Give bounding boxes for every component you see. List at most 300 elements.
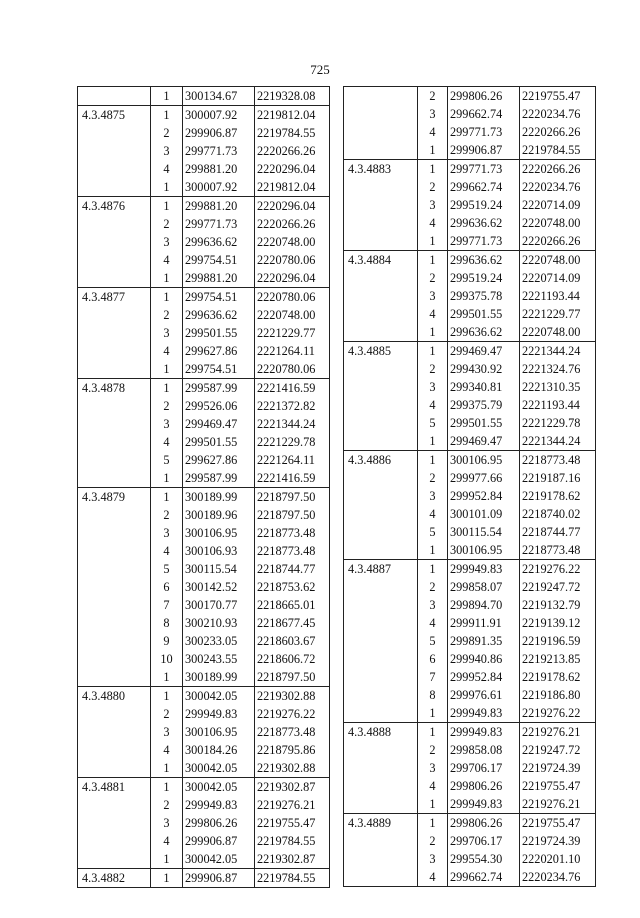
table-row bbox=[344, 523, 596, 541]
point-cell: 2 bbox=[151, 124, 183, 142]
y-coordinate-cell: 2220266.26 bbox=[520, 160, 596, 179]
section-cell bbox=[78, 524, 151, 542]
y-coordinate-cell: 2219213.85 bbox=[520, 650, 596, 668]
y-coordinate-cell: 2219755.47 bbox=[520, 87, 596, 106]
table-row bbox=[344, 305, 596, 323]
y-coordinate-cell: 2220748.00 bbox=[520, 214, 596, 232]
table-row bbox=[78, 632, 330, 650]
y-coordinate-cell: 2218773.48 bbox=[520, 451, 596, 470]
x-coordinate-cell: 300007.92 bbox=[183, 106, 255, 125]
point-cell: 4 bbox=[151, 160, 183, 178]
x-coordinate-cell: 299911.91 bbox=[448, 614, 520, 632]
x-coordinate-cell: 299881.20 bbox=[183, 160, 255, 178]
table-row bbox=[344, 832, 596, 850]
table-row bbox=[344, 614, 596, 632]
section-cell bbox=[344, 578, 418, 596]
x-coordinate-cell: 299806.26 bbox=[448, 814, 520, 833]
point-cell: 1 bbox=[418, 704, 448, 723]
point-cell: 4 bbox=[418, 505, 448, 523]
section-cell bbox=[344, 741, 418, 759]
point-cell: 2 bbox=[418, 178, 448, 196]
section-cell bbox=[344, 214, 418, 232]
point-cell: 1 bbox=[151, 87, 183, 106]
section-cell bbox=[344, 196, 418, 214]
y-coordinate-cell: 2221344.24 bbox=[255, 415, 330, 433]
x-coordinate-cell: 299519.24 bbox=[448, 196, 520, 214]
table-row bbox=[344, 868, 596, 887]
y-coordinate-cell: 2221229.77 bbox=[520, 305, 596, 323]
section-cell bbox=[78, 506, 151, 524]
y-coordinate-cell: 2220234.76 bbox=[520, 105, 596, 123]
y-coordinate-cell: 2220201.10 bbox=[520, 850, 596, 868]
table-row bbox=[344, 160, 596, 179]
point-cell: 1 bbox=[151, 379, 183, 398]
y-coordinate-cell: 2220234.76 bbox=[520, 868, 596, 887]
x-coordinate-cell: 299375.78 bbox=[448, 287, 520, 305]
x-coordinate-cell: 299949.83 bbox=[448, 704, 520, 723]
point-cell: 1 bbox=[418, 342, 448, 361]
x-coordinate-cell: 299636.62 bbox=[448, 323, 520, 342]
section-cell bbox=[344, 596, 418, 614]
y-coordinate-cell: 2219302.87 bbox=[255, 778, 330, 797]
point-cell: 7 bbox=[418, 668, 448, 686]
section-cell bbox=[78, 397, 151, 415]
y-coordinate-cell: 2219784.55 bbox=[255, 869, 330, 888]
section-cell bbox=[78, 614, 151, 632]
section-cell bbox=[78, 124, 151, 142]
point-cell: 2 bbox=[151, 796, 183, 814]
section-cell: 4.3.4884 bbox=[344, 251, 418, 270]
table-row bbox=[344, 704, 596, 723]
section-cell bbox=[78, 850, 151, 869]
y-coordinate-cell: 2221193.44 bbox=[520, 287, 596, 305]
section-cell bbox=[78, 324, 151, 342]
table-row bbox=[78, 687, 330, 706]
x-coordinate-cell: 299706.17 bbox=[448, 759, 520, 777]
y-coordinate-cell: 2219302.87 bbox=[255, 850, 330, 869]
x-coordinate-cell: 300106.95 bbox=[183, 524, 255, 542]
y-coordinate-cell: 2219186.80 bbox=[520, 686, 596, 704]
section-cell bbox=[78, 705, 151, 723]
x-coordinate-cell: 300115.54 bbox=[448, 523, 520, 541]
section-cell bbox=[344, 269, 418, 287]
table-row bbox=[344, 650, 596, 668]
y-coordinate-cell: 2220714.09 bbox=[520, 196, 596, 214]
y-coordinate-cell: 2220748.00 bbox=[255, 233, 330, 251]
y-coordinate-cell: 2218740.02 bbox=[520, 505, 596, 523]
x-coordinate-cell: 300007.92 bbox=[183, 178, 255, 197]
table-row bbox=[78, 197, 330, 216]
section-cell bbox=[344, 232, 418, 251]
x-coordinate-cell: 299754.51 bbox=[183, 360, 255, 379]
table-row bbox=[78, 650, 330, 668]
section-cell bbox=[78, 306, 151, 324]
table-row bbox=[78, 506, 330, 524]
table-row bbox=[344, 814, 596, 833]
section-cell bbox=[78, 814, 151, 832]
section-cell bbox=[344, 704, 418, 723]
x-coordinate-cell: 300106.95 bbox=[448, 541, 520, 560]
x-coordinate-cell: 299587.99 bbox=[183, 379, 255, 398]
section-cell bbox=[78, 433, 151, 451]
point-cell: 7 bbox=[151, 596, 183, 614]
table-row bbox=[78, 814, 330, 832]
section-cell bbox=[344, 614, 418, 632]
section-cell bbox=[344, 432, 418, 451]
y-coordinate-cell: 2219812.04 bbox=[255, 178, 330, 197]
point-cell: 3 bbox=[151, 324, 183, 342]
section-cell: 4.3.4883 bbox=[344, 160, 418, 179]
y-coordinate-cell: 2220748.00 bbox=[520, 251, 596, 270]
x-coordinate-cell: 299706.17 bbox=[448, 832, 520, 850]
x-coordinate-cell: 299501.55 bbox=[448, 305, 520, 323]
section-cell: 4.3.4889 bbox=[344, 814, 418, 833]
table-row bbox=[78, 796, 330, 814]
y-coordinate-cell: 2218773.48 bbox=[255, 723, 330, 741]
x-coordinate-cell: 299526.06 bbox=[183, 397, 255, 415]
x-coordinate-cell: 299340.81 bbox=[448, 378, 520, 396]
x-coordinate-cell: 299891.35 bbox=[448, 632, 520, 650]
table-row bbox=[78, 415, 330, 433]
x-coordinate-cell: 299906.87 bbox=[183, 869, 255, 888]
table-row bbox=[78, 832, 330, 850]
table-row bbox=[344, 342, 596, 361]
y-coordinate-cell: 2219302.88 bbox=[255, 687, 330, 706]
table-row bbox=[78, 178, 330, 197]
y-coordinate-cell: 2221264.11 bbox=[255, 342, 330, 360]
x-coordinate-cell: 300106.93 bbox=[183, 542, 255, 560]
y-coordinate-cell: 2221416.59 bbox=[255, 469, 330, 488]
section-cell bbox=[78, 342, 151, 360]
x-coordinate-cell: 299501.55 bbox=[183, 433, 255, 451]
y-coordinate-cell: 2219276.22 bbox=[520, 560, 596, 579]
point-cell: 5 bbox=[418, 414, 448, 432]
section-cell bbox=[344, 505, 418, 523]
x-coordinate-cell: 299554.30 bbox=[448, 850, 520, 868]
x-coordinate-cell: 299636.62 bbox=[183, 306, 255, 324]
section-cell bbox=[78, 415, 151, 433]
section-cell bbox=[344, 87, 418, 106]
point-cell: 3 bbox=[151, 142, 183, 160]
section-cell: 4.3.4877 bbox=[78, 288, 151, 307]
point-cell: 1 bbox=[151, 668, 183, 687]
table-row bbox=[344, 269, 596, 287]
x-coordinate-cell: 299806.26 bbox=[448, 777, 520, 795]
y-coordinate-cell: 2219784.55 bbox=[255, 124, 330, 142]
table-row bbox=[344, 451, 596, 470]
point-cell: 2 bbox=[418, 741, 448, 759]
table-row bbox=[344, 560, 596, 579]
y-coordinate-cell: 2218797.50 bbox=[255, 506, 330, 524]
section-cell bbox=[78, 251, 151, 269]
point-cell: 2 bbox=[418, 269, 448, 287]
y-coordinate-cell: 2220266.26 bbox=[255, 215, 330, 233]
x-coordinate-cell: 300189.99 bbox=[183, 488, 255, 507]
y-coordinate-cell: 2219784.55 bbox=[520, 141, 596, 160]
section-cell bbox=[78, 796, 151, 814]
table-row bbox=[344, 214, 596, 232]
y-coordinate-cell: 2218744.77 bbox=[255, 560, 330, 578]
section-cell bbox=[78, 578, 151, 596]
point-cell: 5 bbox=[151, 451, 183, 469]
section-cell: 4.3.4882 bbox=[78, 869, 151, 888]
y-coordinate-cell: 2218606.72 bbox=[255, 650, 330, 668]
table-row bbox=[344, 777, 596, 795]
point-cell: 3 bbox=[151, 233, 183, 251]
section-cell bbox=[78, 542, 151, 560]
section-cell bbox=[78, 215, 151, 233]
y-coordinate-cell: 2221193.44 bbox=[520, 396, 596, 414]
table-row bbox=[344, 141, 596, 160]
section-cell bbox=[344, 632, 418, 650]
point-cell: 1 bbox=[418, 251, 448, 270]
section-cell bbox=[78, 87, 151, 106]
y-coordinate-cell: 2219755.47 bbox=[255, 814, 330, 832]
x-coordinate-cell: 299771.73 bbox=[448, 232, 520, 251]
table-row bbox=[78, 251, 330, 269]
section-cell: 4.3.4875 bbox=[78, 106, 151, 125]
section-cell bbox=[344, 650, 418, 668]
point-cell: 1 bbox=[151, 178, 183, 197]
table-row bbox=[344, 414, 596, 432]
point-cell: 4 bbox=[418, 214, 448, 232]
point-cell: 8 bbox=[418, 686, 448, 704]
y-coordinate-cell: 2221229.78 bbox=[255, 433, 330, 451]
point-cell: 6 bbox=[418, 650, 448, 668]
section-cell bbox=[344, 360, 418, 378]
table-row bbox=[344, 487, 596, 505]
point-cell: 2 bbox=[151, 397, 183, 415]
y-coordinate-cell: 2219178.62 bbox=[520, 668, 596, 686]
point-cell: 1 bbox=[418, 323, 448, 342]
section-cell bbox=[78, 650, 151, 668]
x-coordinate-cell: 299469.47 bbox=[448, 432, 520, 451]
x-coordinate-cell: 300233.05 bbox=[183, 632, 255, 650]
point-cell: 1 bbox=[151, 778, 183, 797]
section-cell bbox=[344, 795, 418, 814]
x-coordinate-cell: 300170.77 bbox=[183, 596, 255, 614]
x-coordinate-cell: 299587.99 bbox=[183, 469, 255, 488]
section-cell bbox=[78, 469, 151, 488]
y-coordinate-cell: 2219187.16 bbox=[520, 469, 596, 487]
point-cell: 3 bbox=[418, 105, 448, 123]
table-row bbox=[344, 596, 596, 614]
x-coordinate-cell: 300210.93 bbox=[183, 614, 255, 632]
table-row bbox=[78, 269, 330, 288]
x-coordinate-cell: 299952.84 bbox=[448, 668, 520, 686]
point-cell: 1 bbox=[418, 160, 448, 179]
x-coordinate-cell: 299375.79 bbox=[448, 396, 520, 414]
x-coordinate-cell: 300101.09 bbox=[448, 505, 520, 523]
section-cell bbox=[344, 668, 418, 686]
section-cell bbox=[78, 723, 151, 741]
point-cell: 4 bbox=[151, 251, 183, 269]
x-coordinate-cell: 299977.66 bbox=[448, 469, 520, 487]
table-row bbox=[344, 469, 596, 487]
table-row bbox=[78, 215, 330, 233]
x-coordinate-cell: 299771.73 bbox=[448, 123, 520, 141]
y-coordinate-cell: 2218753.62 bbox=[255, 578, 330, 596]
x-coordinate-cell: 299976.61 bbox=[448, 686, 520, 704]
y-coordinate-cell: 2220780.06 bbox=[255, 360, 330, 379]
y-coordinate-cell: 2221310.35 bbox=[520, 378, 596, 396]
y-coordinate-cell: 2220714.09 bbox=[520, 269, 596, 287]
table-row bbox=[344, 360, 596, 378]
section-cell bbox=[344, 178, 418, 196]
point-cell: 1 bbox=[151, 197, 183, 216]
section-cell: 4.3.4888 bbox=[344, 723, 418, 742]
table-row bbox=[78, 87, 330, 106]
table-row bbox=[78, 542, 330, 560]
table-row bbox=[78, 433, 330, 451]
section-cell: 4.3.4885 bbox=[344, 342, 418, 361]
point-cell: 1 bbox=[418, 141, 448, 160]
section-cell bbox=[78, 160, 151, 178]
section-cell bbox=[78, 832, 151, 850]
table-row bbox=[344, 759, 596, 777]
table-row bbox=[78, 596, 330, 614]
table-row bbox=[78, 306, 330, 324]
table-row bbox=[78, 723, 330, 741]
y-coordinate-cell: 2219276.21 bbox=[520, 795, 596, 814]
table-row bbox=[344, 723, 596, 742]
section-cell bbox=[78, 142, 151, 160]
y-coordinate-cell: 2220780.06 bbox=[255, 288, 330, 307]
table-row bbox=[344, 87, 596, 106]
point-cell: 2 bbox=[418, 469, 448, 487]
x-coordinate-cell: 299662.74 bbox=[448, 868, 520, 887]
point-cell: 10 bbox=[151, 650, 183, 668]
point-cell: 3 bbox=[151, 723, 183, 741]
table-row bbox=[78, 233, 330, 251]
point-cell: 3 bbox=[418, 759, 448, 777]
x-coordinate-cell: 299906.87 bbox=[448, 141, 520, 160]
point-cell: 2 bbox=[418, 87, 448, 106]
table-row bbox=[78, 488, 330, 507]
x-coordinate-cell: 299771.73 bbox=[448, 160, 520, 179]
x-coordinate-cell: 299662.74 bbox=[448, 105, 520, 123]
point-cell: 5 bbox=[418, 632, 448, 650]
section-cell bbox=[78, 596, 151, 614]
point-cell: 6 bbox=[151, 578, 183, 596]
y-coordinate-cell: 2220748.00 bbox=[255, 306, 330, 324]
y-coordinate-cell: 2219724.39 bbox=[520, 832, 596, 850]
x-coordinate-cell: 299949.83 bbox=[448, 795, 520, 814]
section-cell bbox=[78, 451, 151, 469]
point-cell: 3 bbox=[151, 814, 183, 832]
section-cell: 4.3.4879 bbox=[78, 488, 151, 507]
section-cell bbox=[344, 759, 418, 777]
y-coordinate-cell: 2219276.21 bbox=[520, 723, 596, 742]
point-cell: 3 bbox=[418, 850, 448, 868]
x-coordinate-cell: 300042.05 bbox=[183, 687, 255, 706]
table-row bbox=[78, 342, 330, 360]
point-cell: 1 bbox=[418, 814, 448, 833]
y-coordinate-cell: 2219247.72 bbox=[520, 741, 596, 759]
section-cell bbox=[344, 123, 418, 141]
table-row bbox=[344, 287, 596, 305]
table-row bbox=[78, 524, 330, 542]
table-row bbox=[78, 124, 330, 142]
section-cell bbox=[78, 233, 151, 251]
section-cell bbox=[344, 378, 418, 396]
point-cell: 9 bbox=[151, 632, 183, 650]
section-cell bbox=[344, 469, 418, 487]
x-coordinate-cell: 299627.86 bbox=[183, 451, 255, 469]
point-cell: 1 bbox=[151, 869, 183, 888]
x-coordinate-cell: 300184.26 bbox=[183, 741, 255, 759]
table-row bbox=[344, 686, 596, 704]
x-coordinate-cell: 299906.87 bbox=[183, 832, 255, 850]
section-cell bbox=[78, 741, 151, 759]
y-coordinate-cell: 2221229.78 bbox=[520, 414, 596, 432]
section-cell bbox=[344, 541, 418, 560]
point-cell: 3 bbox=[418, 287, 448, 305]
x-coordinate-cell: 299501.55 bbox=[448, 414, 520, 432]
table-row bbox=[78, 142, 330, 160]
x-coordinate-cell: 300189.96 bbox=[183, 506, 255, 524]
section-cell bbox=[78, 759, 151, 778]
point-cell: 2 bbox=[418, 360, 448, 378]
point-cell: 1 bbox=[151, 469, 183, 488]
point-cell: 4 bbox=[418, 305, 448, 323]
point-cell: 1 bbox=[418, 795, 448, 814]
section-cell bbox=[344, 414, 418, 432]
table-row bbox=[344, 578, 596, 596]
point-cell: 2 bbox=[151, 215, 183, 233]
section-cell bbox=[78, 360, 151, 379]
point-cell: 5 bbox=[418, 523, 448, 541]
table-row bbox=[344, 232, 596, 251]
section-cell bbox=[344, 686, 418, 704]
section-cell bbox=[78, 632, 151, 650]
y-coordinate-cell: 2219724.39 bbox=[520, 759, 596, 777]
x-coordinate-cell: 299949.83 bbox=[448, 560, 520, 579]
point-cell: 3 bbox=[418, 196, 448, 214]
x-coordinate-cell: 299940.86 bbox=[448, 650, 520, 668]
x-coordinate-cell: 300106.95 bbox=[448, 451, 520, 470]
table-row bbox=[344, 105, 596, 123]
section-cell bbox=[344, 832, 418, 850]
y-coordinate-cell: 2219139.12 bbox=[520, 614, 596, 632]
section-cell: 4.3.4886 bbox=[344, 451, 418, 470]
y-coordinate-cell: 2219302.88 bbox=[255, 759, 330, 778]
table-row bbox=[78, 560, 330, 578]
y-coordinate-cell: 2218677.45 bbox=[255, 614, 330, 632]
x-coordinate-cell: 299519.24 bbox=[448, 269, 520, 287]
table-row bbox=[344, 505, 596, 523]
table-row bbox=[78, 106, 330, 125]
section-cell bbox=[78, 668, 151, 687]
y-coordinate-cell: 2219247.72 bbox=[520, 578, 596, 596]
table-row bbox=[78, 850, 330, 869]
section-cell bbox=[78, 178, 151, 197]
point-cell: 1 bbox=[151, 288, 183, 307]
y-coordinate-cell: 2219276.22 bbox=[255, 705, 330, 723]
point-cell: 4 bbox=[418, 777, 448, 795]
section-cell: 4.3.4881 bbox=[78, 778, 151, 797]
x-coordinate-cell: 299501.55 bbox=[183, 324, 255, 342]
y-coordinate-cell: 2219132.79 bbox=[520, 596, 596, 614]
point-cell: 1 bbox=[151, 488, 183, 507]
point-cell: 5 bbox=[151, 560, 183, 578]
section-cell bbox=[344, 777, 418, 795]
coordinates-table-left bbox=[77, 86, 330, 888]
table-row bbox=[78, 360, 330, 379]
section-cell: 4.3.4880 bbox=[78, 687, 151, 706]
point-cell: 4 bbox=[151, 433, 183, 451]
table-row bbox=[344, 396, 596, 414]
